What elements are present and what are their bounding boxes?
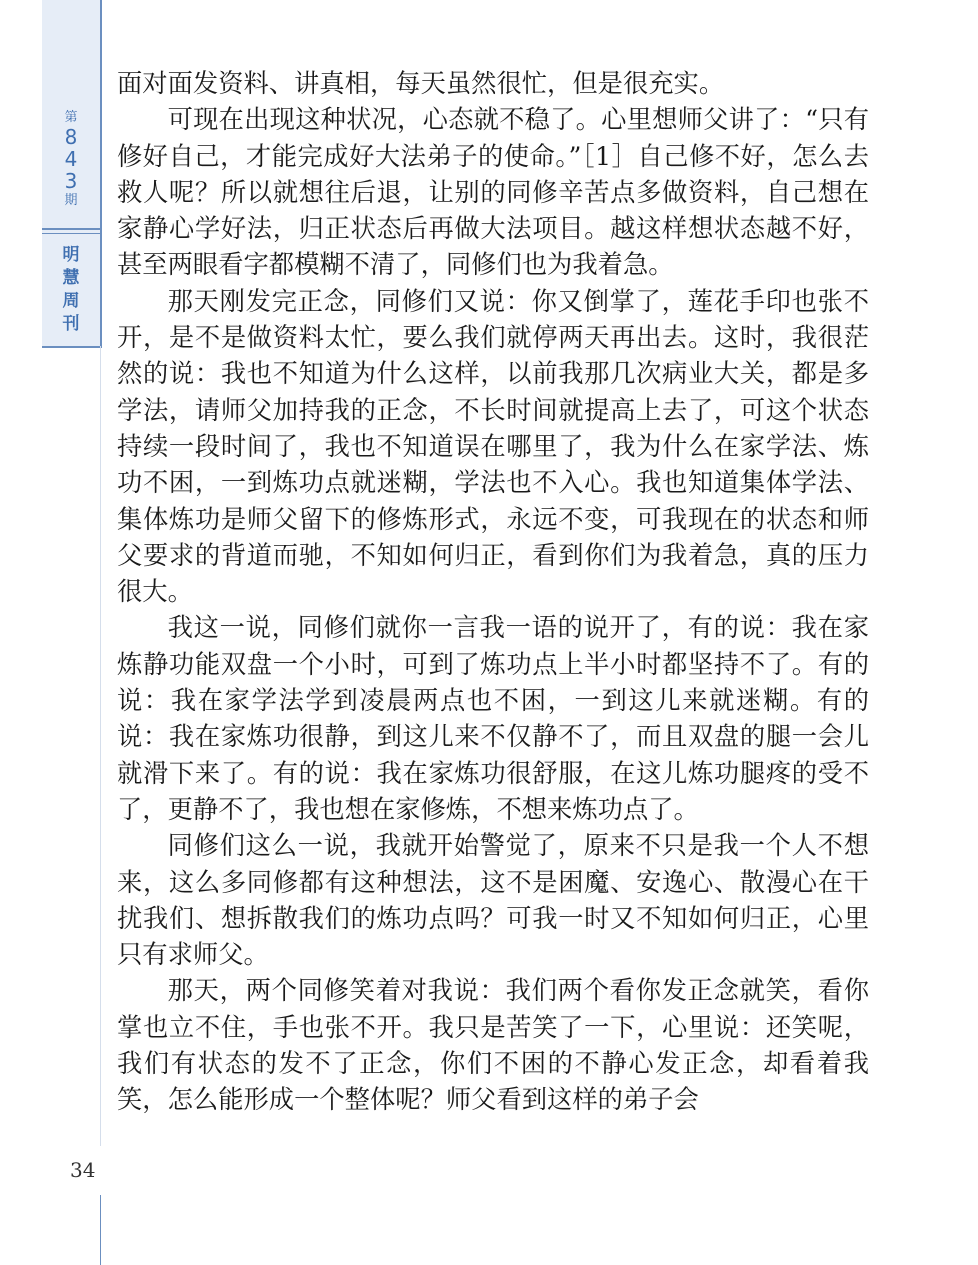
margin-rule-bottom — [100, 1195, 101, 1265]
issue-digit: 3 — [64, 169, 78, 193]
magazine-name — [42, 244, 100, 336]
issue-digit: 4 — [64, 147, 78, 171]
paragraph: 那天刚发完正念，同修们又说：你又倒掌了，莲花手印也张不开，是不是做资料太忙，要么我们就停两天再出去。这时，我很茫然的说：我也不知道为什么这样，以前我那几次病业大关，都是多学法，请师父加持我的正念，不长时间就提高上去了，可这个状态持续一段时间了，我也不知道误在哪里了，我为什么在家学法、炼功不困，一到炼功点就迷糊，学法也不入心。我也知道集体学法、集体炼功是师父留下的修炼形式，永远不变，可我现在的状态和师父要求的背道而驰，不知如何归正，看到你们为我着急，真的压力很大。 — [117, 286, 869, 607]
article-body — [117, 66, 869, 1119]
issue-digit: 8 — [64, 125, 78, 149]
issue-prefix: 第 — [64, 110, 78, 125]
margin-rule — [100, 346, 101, 1146]
paragraph: 面对面发资料、讲真相，每天虽然很忙，但是很充实。 — [117, 69, 725, 98]
paragraph: 同修们这么一说，我就开始警觉了，原来不只是我一个人不想来，这么多同修都有这种想法，这不是困魔、安逸心、散漫心在干扰我们、想拆散我们的炼功点吗？可我一时又不知如何归正，心里只有求师父。 — [117, 831, 869, 970]
paragraph: 可现在出现这种状况，心态就不稳了。心里想师父讲了：“只有修好自己，才能完成好大法弟子的使命。”［1］自己修不好，怎么去救人呢？所以就想往后退，让别的同修辛苦点多做资料，自己想在家静心学好法，归正状态后再做大法项目。越这样想状态越不好，甚至两眼看字都模糊不清了，同修们也为我着急。 — [117, 105, 869, 280]
sidebar-divider — [42, 233, 100, 234]
issue-label — [42, 108, 100, 210]
magazine-char: 刊 — [62, 314, 80, 334]
paragraph: 那天，两个同修笑着对我说：我们两个看你发正念就笑，看你掌也立不住，手也张不开。我只是苦笑了一下，心里说：还笑呢，我们有状态的发不了正念，你们不困的不静心发正念，却看着我笑，怎么能形成一个整体呢？师父看到这样的弟子会 — [117, 976, 869, 1115]
sidebar-divider — [42, 228, 100, 230]
issue-suffix: 期 — [64, 193, 78, 208]
paragraph: 我这一说，同修们就你一言我一语的说开了，有的说：我在家炼静功能双盘一个小时，可到了炼功点上半小时都坚持不了。有的说：我在家学法学到凌晨两点也不困，一到这儿来就迷糊。有的说：我在家炼功很静，到这儿来不仅静不了，而且双盘的腿一会儿就滑下来了。有的说：我在家炼功很舒服，在这儿炼功腿疼的受不了，更静不了，我也想在家修炼，不想来炼功点了。 — [117, 613, 869, 824]
magazine-char: 明 — [62, 245, 80, 265]
magazine-char: 慧 — [62, 268, 80, 288]
magazine-char: 周 — [62, 291, 80, 311]
page-number: 34 — [70, 1158, 96, 1182]
